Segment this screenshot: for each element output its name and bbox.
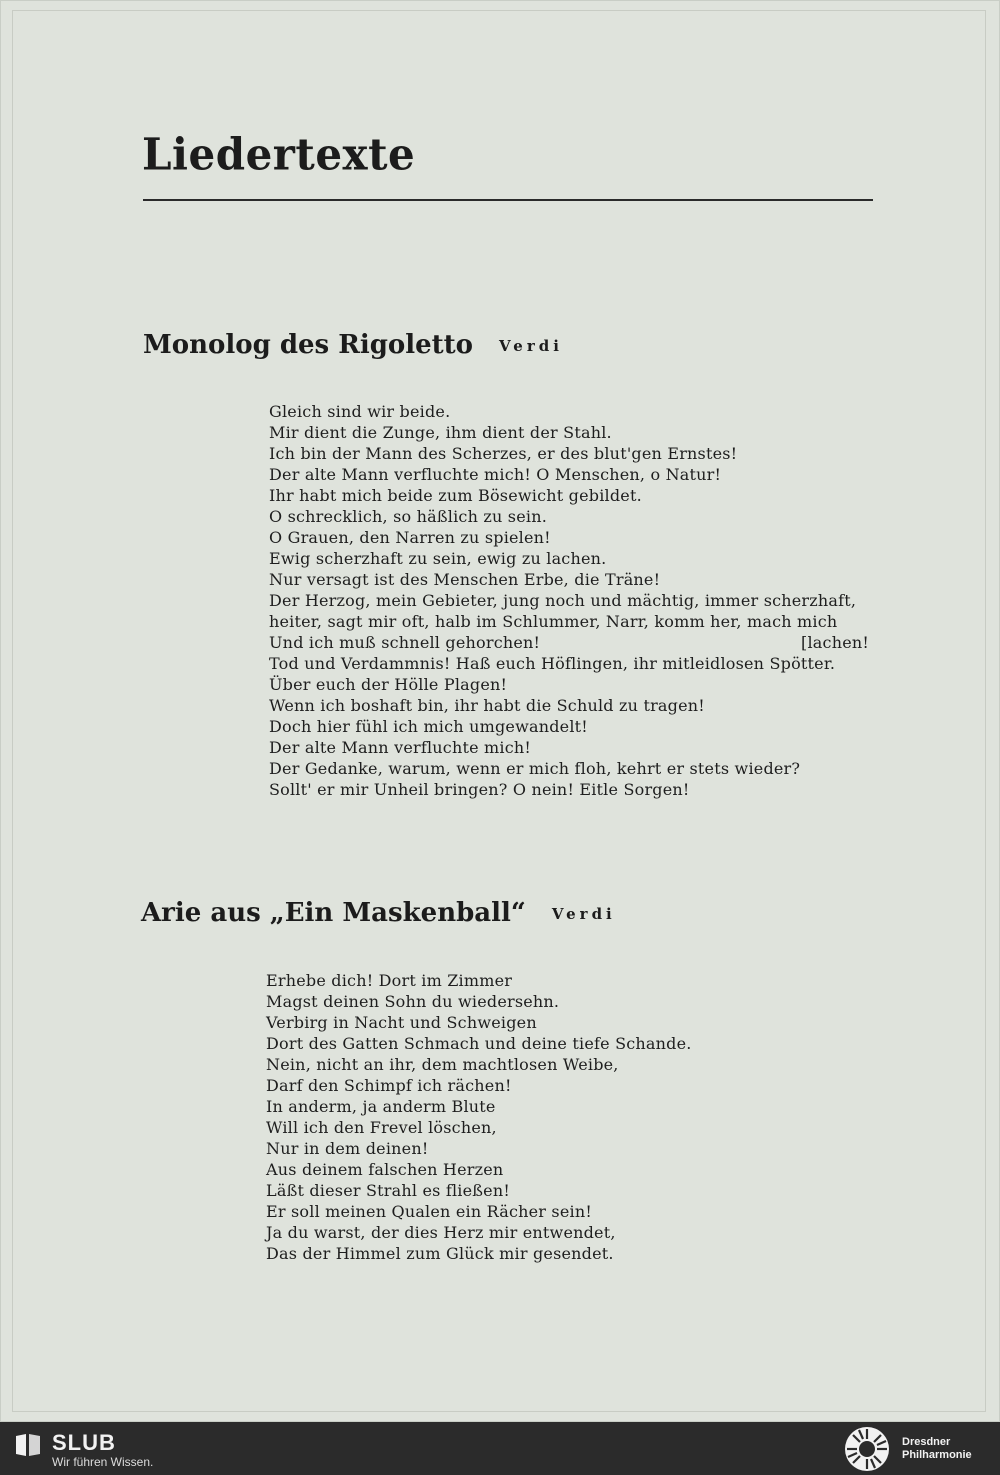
lyric-line: Wenn ich boshaft bin, ihr habt die Schuld zu tragen! <box>269 696 705 715</box>
lyric-line: Darf den Schimpf ich rächen! <box>266 1076 512 1095</box>
lyric-line: Will ich den Frevel löschen, <box>266 1118 497 1137</box>
lyric-line-with-continuation <box>269 632 869 653</box>
philharmonie-line2: Philharmonie <box>902 1449 972 1461</box>
slub-tagline: Wir führen Wissen. <box>52 1455 154 1469</box>
page-title: Liedertexte <box>142 128 416 181</box>
lyric-line: Der alte Mann verfluchte mich! <box>269 738 532 757</box>
lyric-line: Nein, nicht an ihr, dem machtlosen Weibe, <box>266 1055 619 1074</box>
lyric-line: Ich bin der Mann des Scherzes, er des blut'gen Ernstes! <box>269 444 738 463</box>
lyric-line: Aus deinem falschen Herzen <box>266 1160 504 1179</box>
section-title: Arie aus „Ein Maskenball“ <box>141 898 526 928</box>
lyrics-maskenball <box>266 970 692 1264</box>
lyric-line: Nur versagt ist des Menschen Erbe, die Träne! <box>269 570 661 589</box>
section-heading-maskenball <box>141 898 616 928</box>
lyric-line: In anderm, ja anderm Blute <box>266 1097 496 1116</box>
lyric-line: Der alte Mann verfluchte mich! O Menschen, o Natur! <box>269 465 722 484</box>
lyric-line: Ewig scherzhaft zu sein, ewig zu lachen. <box>269 549 607 568</box>
lyric-line: Verbirg in Nacht und Schweigen <box>266 1013 537 1032</box>
lyric-line: Doch hier fühl ich mich umgewandelt! <box>269 717 588 736</box>
lyric-line: Erhebe dich! Dort im Zimmer <box>266 971 513 990</box>
slub-book-icon[interactable] <box>14 1432 42 1458</box>
lyric-line: Der Gedanke, warum, wenn er mich floh, kehrt er stets wieder? <box>269 759 801 778</box>
lyric-line: Magst deinen Sohn du wiedersehn. <box>266 992 560 1011</box>
lyric-line: Dort des Gatten Schmach und deine tiefe Schande. <box>266 1034 692 1053</box>
section-title: Monolog des Rigoletto <box>143 330 474 360</box>
lyric-line: O schrecklich, so häßlich zu sein. <box>269 507 547 526</box>
lyric-line: Gleich sind wir beide. <box>269 402 451 421</box>
section-heading-rigoletto <box>143 330 563 360</box>
lyric-line: heiter, sagt mir oft, halb im Schlummer, Narr, komm her, mach mich <box>269 612 838 631</box>
lyric-line: Mir dient die Zunge, ihm dient der Stahl. <box>269 423 612 442</box>
title-divider <box>143 199 873 201</box>
line-continuation: [lachen! <box>801 633 869 652</box>
viewer-footer-bar <box>0 1422 1000 1475</box>
lyric-line: Nur in dem deinen! <box>266 1139 429 1158</box>
lyric-line: Über euch der Hölle Plagen! <box>269 675 508 694</box>
composer-name: Verdi <box>499 337 563 355</box>
lyric-line: Und ich muß schnell gehorchen! <box>269 633 541 652</box>
lyric-line: Er soll meinen Qualen ein Rächer sein! <box>266 1202 592 1221</box>
lyric-line: Das der Himmel zum Glück mir gesendet. <box>266 1244 614 1263</box>
lyric-line: Sollt' er mir Unheil bringen? O nein! Eitle Sorgen! <box>269 780 690 799</box>
slub-brand[interactable]: SLUB <box>52 1430 116 1455</box>
lyric-line: Ihr habt mich beide zum Bösewicht gebildet. <box>269 486 642 505</box>
composer-name: Verdi <box>551 905 616 923</box>
lyrics-rigoletto <box>269 401 879 800</box>
lyric-line: Läßt dieser Strahl es fließen! <box>266 1181 510 1200</box>
lyric-line: Ja du warst, der dies Herz mir entwendet, <box>266 1223 616 1242</box>
philharmonie-brand[interactable] <box>902 1436 997 1462</box>
lyric-line: Tod und Verdammnis! Haß euch Höflingen, ihr mitleidlosen Spötter. <box>269 654 836 673</box>
lyric-line: Der Herzog, mein Gebieter, jung noch und mächtig, immer scherzhaft, <box>269 591 857 610</box>
philharmonie-sunburst-icon[interactable] <box>843 1425 891 1473</box>
lyric-line: O Grauen, den Narren zu spielen! <box>269 528 551 547</box>
philharmonie-line1: Dresdner <box>902 1436 951 1448</box>
